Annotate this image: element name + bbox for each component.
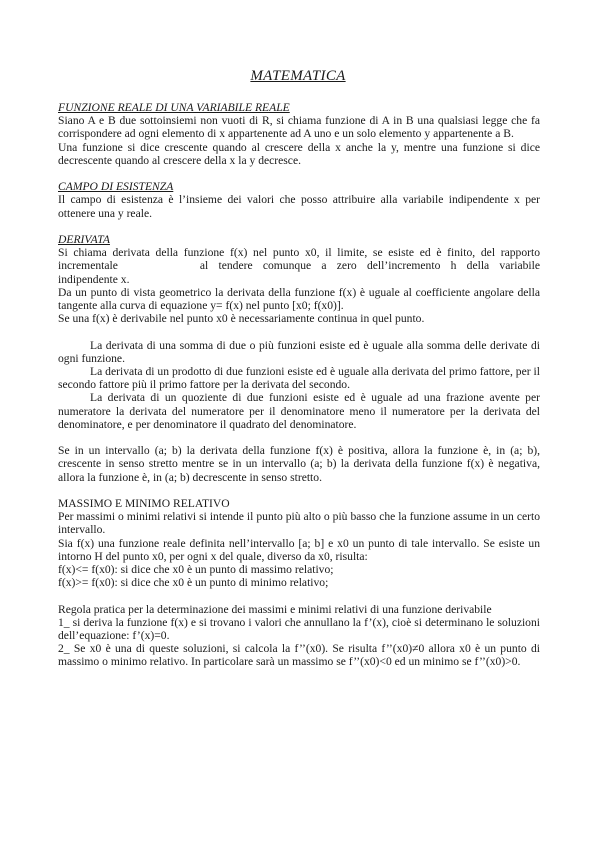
rule-paragraph: La derivata di una somma di due o più funzioni esiste ed è uguale alla somma delle derivate di ogni funzione. (58, 338, 540, 365)
section-heading: DERIVATA (58, 233, 110, 246)
paragraph: Siano A e B due sottoinsiemi non vuoti di R, si chiama funzione di A in B una qualsiasi legge che fa corrispondere ad ogni elemento di x appartenente ad A uno e un solo elemento y appartenente a B. (58, 114, 540, 141)
section-heading: FUNZIONE REALE DI UNA VARIABILE REALE (58, 101, 290, 114)
section-campo-esistenza (58, 180, 540, 220)
list-item: f(x)<= f(x0): si dice che x0 è un punto di massimo relativo; (58, 563, 334, 577)
paragraph: Regola pratica per la determinazione dei massimi e minimi relativi di una funzione derivabile (58, 602, 492, 616)
page-title: MATEMATICA (250, 68, 346, 84)
paragraph: Se una f(x) è derivabile nel punto x0 è necessariamente continua in quel punto. (58, 312, 425, 326)
section-derivata (58, 233, 540, 484)
paragraph: 2_ Se x0 è una di queste soluzioni, si calcola la f’’(x0). Se risulta f’’(x0)≠0 allora x0 è un punto di massimo o minimo relativo. In particolare sarà un massimo se f’’(x0)<0 ed un minimo se f’’(x0)>0. (58, 642, 540, 669)
paragraph: Per massimi o minimi relativi si intende il punto più alto o più basso che la funzione assume in un certo intervallo. (58, 510, 540, 537)
paragraph: Da un punto di vista geometrico la derivata della funzione f(x) è uguale al coefficiente angolare della tangente alla curva di equazione y= f(x) nel punto [x0; f(x0)]. (58, 285, 540, 313)
section-heading: MASSIMO E MINIMO RELATIVO (58, 497, 230, 511)
paragraph: Sia f(x) una funzione reale definita nell’intervallo [a; b] e x0 un punto di tale intervallo. Se esiste un intorno H del punto x0, per ogni x del quale, diverso da x0, risulta: (58, 536, 540, 563)
list-item: f(x)>= f(x0): si dice che x0 è un punto di minimo relativo; (58, 576, 329, 590)
section-regola-pratica (58, 603, 540, 669)
paragraph: Una funzione si dice crescente quando al crescere della x anche la y, mentre una funzione si dice decrescente quando al crescere della x la y decresce. (58, 140, 540, 167)
rule-paragraph: La derivata di un quoziente di due funzioni esiste ed è uguale ad una frazione avente per numeratore la derivata del numeratore per il denominatore meno il numeratore per la derivata del denominatore, e per denominatore il quadrato del denominatore. (58, 391, 540, 431)
paragraph: Se in un intervallo (a; b) la derivata della funzione f(x) è positiva, allora la funzione è, in (a; b), crescente in senso stretto mentre se in un intervallo (a; b) la derivata della funzione f(x) è negativa, allora la funzione è, in (a; b) decrescente in senso stretto. (58, 444, 540, 484)
paragraph (58, 246, 540, 286)
paragraph: Il campo di esistenza è l’insieme dei valori che posso attribuire alla variabile indipendente x per ottenere una y reale. (58, 193, 540, 220)
section-heading: CAMPO DI ESISTENZA (58, 180, 174, 194)
text-fragment: al tendere comunque a zero dell’incremento h della variabile indipendente x. (58, 259, 540, 286)
rule-paragraph: La derivata di un prodotto di due funzioni esiste ed è uguale alla derivata del primo fattore, per il secondo fattore più il primo fattore per la derivata del secondo. (58, 365, 540, 392)
section-massimo-minimo (58, 497, 540, 589)
paragraph: 1_ si deriva la funzione f(x) e si trovano i valori che annullano la f’(x), cioè si determinano le soluzioni dell’equazione: f’(x)=0. (58, 615, 540, 643)
section-funzione-reale (58, 101, 540, 167)
document-body (58, 101, 540, 669)
text-fragment: Si chiama derivata della funzione f(x) nel punto x0, il limite, se esiste ed è finito, del rapporto incrementale (58, 246, 540, 273)
